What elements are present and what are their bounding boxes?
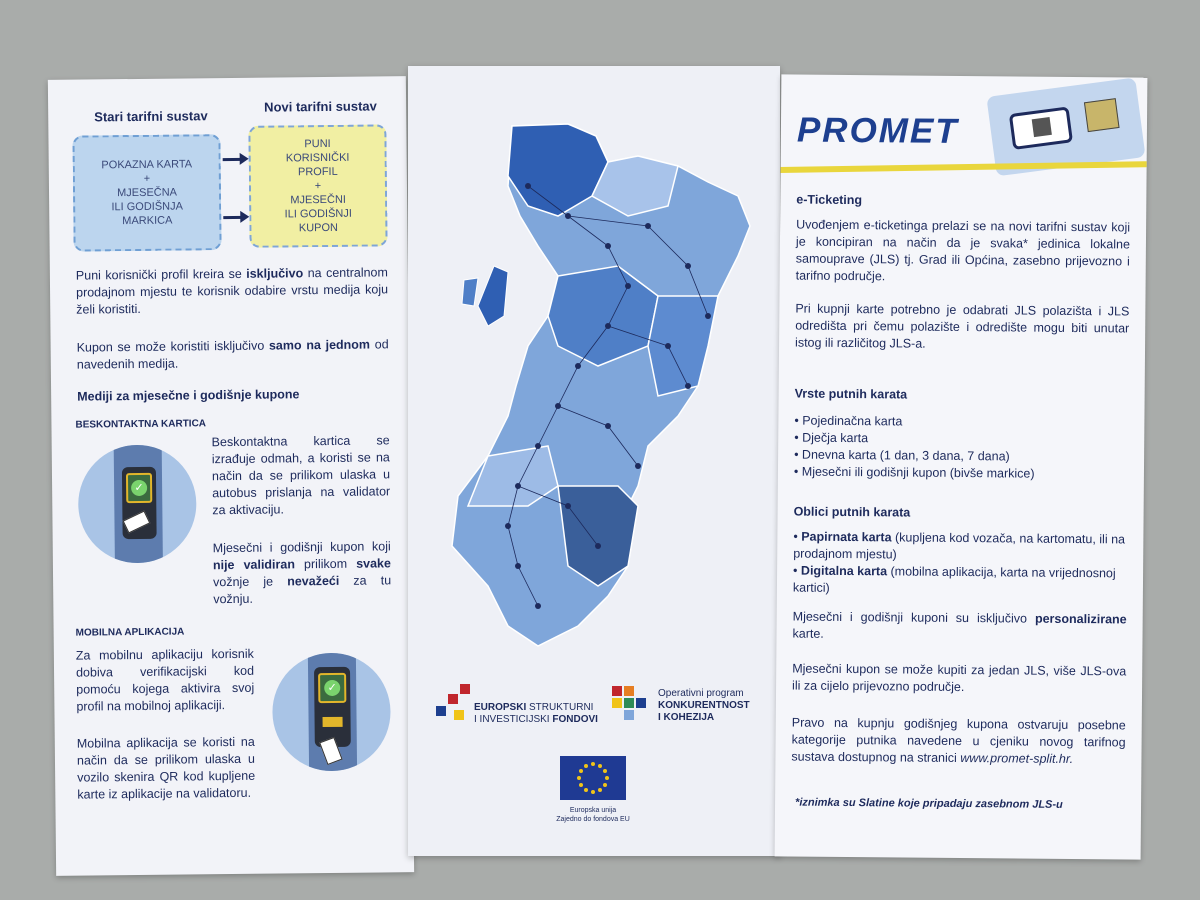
op-logo-text: Operativni program KONKURENTNOST I KOHEZIJA — [658, 688, 750, 723]
middle-panel — [408, 66, 780, 856]
op-logo-icon — [612, 686, 650, 724]
new-box-line: PROFIL — [297, 165, 338, 179]
list-item: • Dječja karta — [794, 430, 1128, 450]
yellow-divider — [777, 161, 1148, 173]
coupon-paragraph: Kupon se može koristiti isključivo samo na jednom od navedenih medija. — [76, 337, 389, 372]
eticketing-title: e-Ticketing — [796, 192, 863, 208]
monthly-coupon-paragraph: Mjesečni kupon se može kupiti za jedan JLS, više JLS-ova ili za cijelo prijevozno područje. — [792, 661, 1127, 695]
card-paragraph: Beskontaktna kartica se izrađuje odmah, a koristi se na način da se prilikom ulaska u autobus prislanja na validator za aktivaciju. — [211, 433, 391, 518]
old-box-line: + — [143, 172, 151, 185]
new-box-line: + — [314, 180, 322, 193]
card-title: BESKONTAKTNA KARTICA — [75, 418, 207, 431]
paper-ticket-item: • Papirnata karta (kupljena kod vozača, na kartomatu, ili na prodajnom mjestu) — [793, 529, 1126, 562]
new-box-line: MJESEČNI — [290, 193, 346, 207]
arrow-icon — [223, 216, 243, 219]
new-box-line: ILI GODIŠNJI — [284, 207, 352, 221]
ticket-types-list — [794, 413, 1129, 484]
old-box-line: POKAZNA KARTA — [101, 158, 193, 172]
new-system-title: Novi tarifni sustav — [264, 98, 377, 115]
new-system-box — [248, 124, 387, 247]
digital-ticket-item: • Digitalna karta (mobilna aplikacija, karta na vrijednosnoj kartici) — [792, 563, 1116, 595]
old-box-line: MARKICA — [122, 214, 173, 228]
personalized-paragraph: Mjesečni i godišnji kuponi su isključivo personalizirane karte. — [792, 609, 1127, 641]
right-panel — [775, 74, 1148, 859]
card-validator-illustration — [78, 444, 197, 563]
region-map — [408, 66, 780, 666]
promet-logo: PROMET — [796, 110, 959, 151]
ticket-forms-title: Oblici putnih karata — [793, 504, 911, 520]
app-paragraph: Za mobilnu aplikaciju korisnik dobiva verifikacijski kod pomoću kojega aktivira svoj profil na mobilnoj aplikaciji. — [75, 646, 255, 714]
app-title: MOBILNA APLIKACIJA — [75, 626, 185, 639]
ticket-types-title: Vrste putnih karata — [794, 386, 908, 402]
profile-paragraph: Puni korisnički profil kreira se isključivo na centralnom prodajnom mjestu te korisnik odabire vrstu medija koju želi koristiti. — [75, 265, 389, 317]
app-validator-illustration — [272, 652, 391, 771]
old-system-box — [72, 134, 221, 252]
list-item: • Dnevna karta (1 dan, 3 dana, 7 dana) — [794, 447, 1128, 467]
eticketing-paragraph: Uvođenjem e-ticketinga prelazi se na novi tarifni sustav koji je koncipiran na način da je svaka* jedinica lokalne samouprave (JLS) tj. Grad ili Općina, zasebno prijevozno i tarifno područje. — [795, 217, 1131, 284]
eu-flag-icon — [560, 756, 626, 800]
check-icon: ✓ — [324, 680, 340, 696]
list-item: • Mjesečni ili godišnji kupon (bivše markice) — [794, 464, 1128, 484]
app-usage-paragraph: Mobilna aplikacija se koristi na način da se prilikom ulaska u vozilo skenira QR kod kupljene karte iz aplikacije na validatoru. — [76, 734, 256, 802]
new-box-line: KORISNIČKI — [285, 151, 350, 165]
old-system-title: Stari tarifni sustav — [94, 108, 208, 125]
eu-caption: Europska unija Zajedno do fondova EU — [556, 807, 630, 823]
old-box-line: ILI GODIŠNJA — [111, 200, 184, 214]
arrow-icon — [223, 158, 243, 161]
jls-paragraph: Pri kupnji karte potrebno je odabrati JLS polazišta i JLS odredišta pri čemu polazište i odredište mogu biti unutar istog ili različitog JLS-a. — [795, 301, 1130, 351]
list-item: • Pojedinačna karta — [794, 413, 1128, 433]
new-box-line: PUNI — [304, 137, 331, 151]
annual-coupon-paragraph: Pravo na kupnju godišnjeg kupona ostvaruju posebne kategorije putnika navedene u cjeniku novog tarifnog sustava dostupnog na stranici www.promet-split.hr. — [791, 715, 1126, 766]
esf-logo-text: EUROPSKI STRUKTURNI I INVESTICIJSKI FONDOVI — [474, 702, 598, 725]
website-link[interactable]: www.promet-split.hr. — [960, 751, 1074, 766]
card-validation-paragraph: Mjesečni i godišnji kupon koji nije validiran prilikom svake vožnje je nevažeći za tu vožnju. — [212, 539, 392, 607]
new-box-line: KUPON — [298, 221, 339, 235]
old-box-line: MJESEČNA — [117, 186, 178, 200]
media-title: Mediji za mjesečne i godišnje kupone — [77, 387, 300, 404]
left-panel — [48, 76, 414, 876]
check-icon: ✓ — [131, 480, 147, 496]
footnote: *iznimka su Slatine koje pripadaju zasebnom JLS-u — [795, 796, 1063, 811]
